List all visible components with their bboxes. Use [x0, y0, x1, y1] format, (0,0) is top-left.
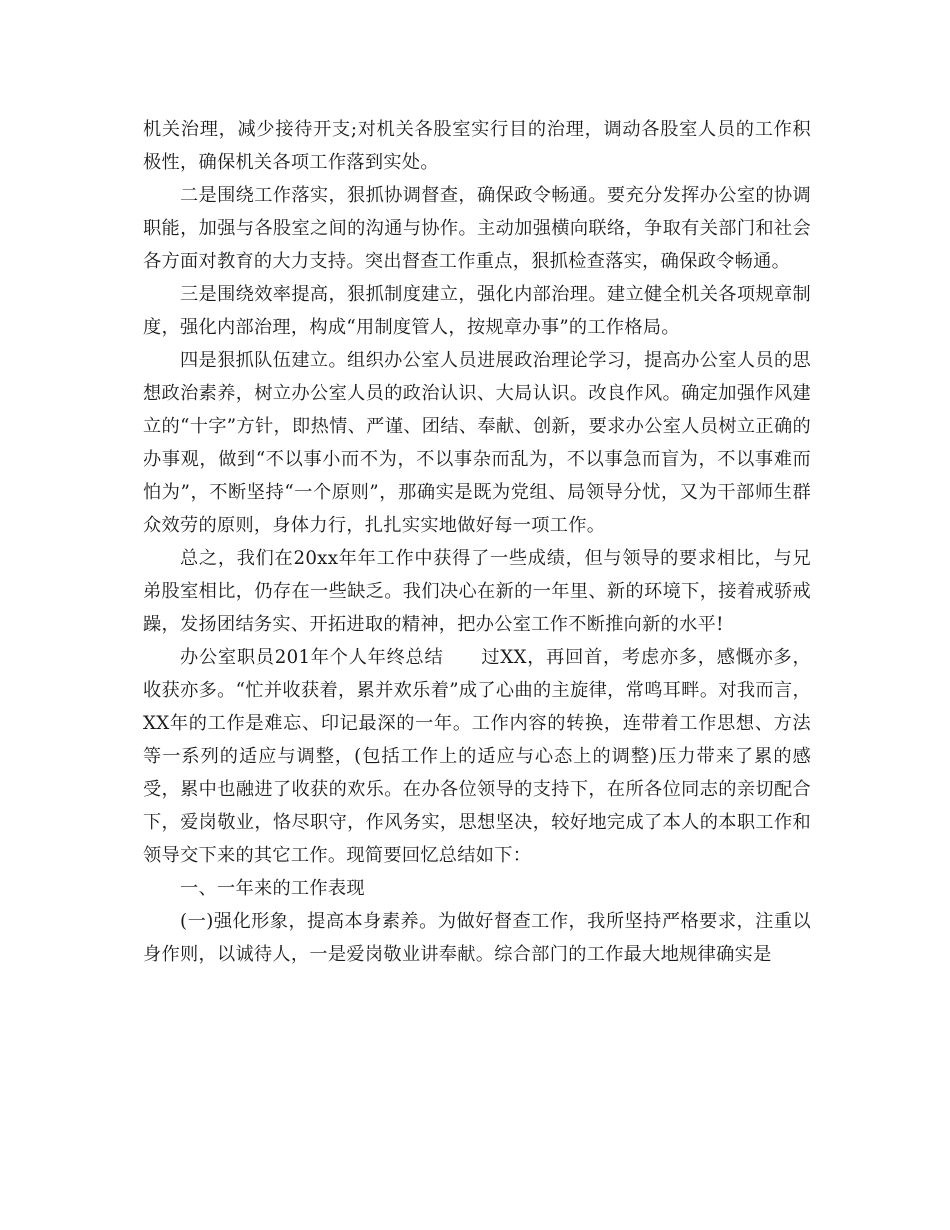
paragraph-3: 三是围绕效率提高，狠抓制度建立，强化内部治理。建立健全机关各项规章制度，强化内部治理，构成“用制度管人，按规章办事”的工作格局。: [143, 284, 811, 338]
paragraph-2: 二是围绕工作落实，狠抓协调督查，确保政令畅通。要充分发挥办公室的协调职能，加强与各股室之间的沟通与协作。主动加强横向联络，争取有关部门和社会各方面对教育的大力支持。突出督查工作重点，狠抓检查落实，确保政令畅通。: [143, 185, 811, 272]
section-heading: 一、一年来的工作表现: [180, 878, 365, 899]
paragraph-4: 四是狠抓队伍建立。组织办公室人员进展政治理论学习，提高办公室人员的思想政治素养，树立办公室人员的政治认识、大局认识。改良作风。确定加强作风建立的“十字”方针，即热情、严谨、团结、奉献、创新，要求办公室人员树立正确的办事观，做到“不以事小而不为，不以事杂而乱为，不以事急而盲为，不以事难而怕为”，不断坚持“一个原则”，那确实是既为党组、局领导分忧，又为干部师生群众效劳的原则，身体力行，扎扎实实地做好每一项工作。: [143, 350, 811, 536]
document-body: [143, 113, 811, 971]
paragraph-6: 办公室职员201年个人年终总结 过XX，再回首，考虑亦多，感慨亦多，收获亦多。“忙并收获着，累并欢乐着”成了心曲的主旋律，常鸣耳畔。对我而言，XX年的工作是难忘、印记最深的一年。工作内容的转换，连带着工作思想、方法等一系列的适应与调整，(包括工作上的适应与心态上的调整)压力带来了累的感受，累中也融进了收获的欢乐。在办各位领导的支持下，在所各位同志的亲切配合下，爱岗敬业，恪尽职守，作风务实，思想坚决，较好地完成了本人的本职工作和领导交下来的其它工作。现简要回忆总结如下：: [143, 647, 811, 866]
paragraph-8: (一)强化形象，提高本身素养。为做好督查工作，我所坚持严格要求，注重以身作则，以诚待人，一是爱岗敬业讲奉献。综合部门的工作最大地规律确实是: [143, 911, 811, 965]
paragraph-1: 机关治理，减少接待开支;对机关各股室实行目的治理，调动各股室人员的工作积极性，确保机关各项工作落到实处。: [143, 119, 811, 173]
paragraph-5: 总之，我们在20xx年年工作中获得了一些成绩，但与领导的要求相比，与兄弟股室相比，仍存在一些缺乏。我们决心在新的一年里、新的环境下，接着戒骄戒躁，发扬团结务实、开拓进取的精神，把办公室工作不断推向新的水平!: [143, 548, 811, 635]
